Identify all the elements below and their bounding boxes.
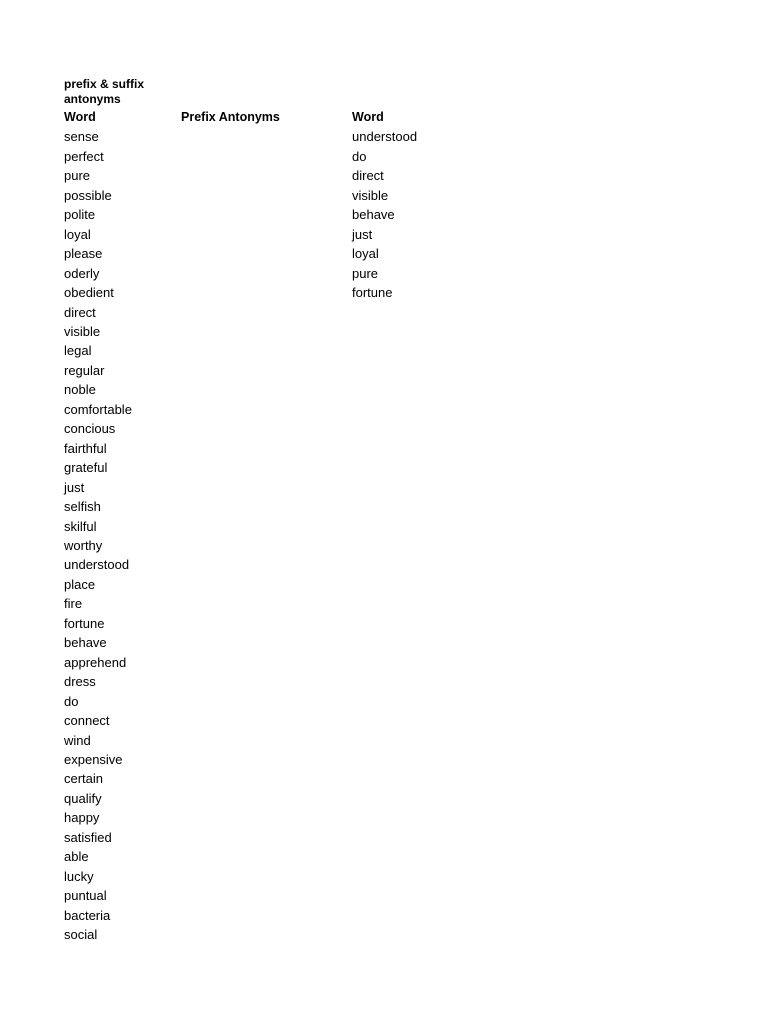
table-cell: fire [64, 596, 83, 612]
table-cell: worthy [64, 537, 103, 553]
table-cell: behave [64, 635, 107, 651]
table-cell: visible [64, 323, 101, 339]
table-cell: do [352, 148, 367, 164]
table-cell: qualify [64, 790, 102, 806]
column-header: Word [352, 110, 384, 124]
table-cell: direct [64, 304, 96, 320]
table-cell: selfish [64, 499, 101, 515]
table-cell: social [64, 927, 98, 943]
word-column [64, 108, 174, 944]
table-cell: loyal [352, 246, 379, 262]
table-cell: perfect [64, 148, 104, 164]
table-cell: lucky [64, 868, 94, 884]
table-cell: dress [64, 674, 96, 690]
table-cell: polite [64, 207, 96, 223]
prefix-antonyms-column [181, 108, 341, 127]
table-cell: bacteria [64, 907, 111, 923]
table-cell: behave [352, 207, 395, 223]
table-cell: able [64, 849, 89, 865]
table-cell: understood [352, 129, 418, 145]
table-cell: oderly [64, 265, 100, 281]
table-cell: visible [352, 187, 389, 203]
table-cell: certain [64, 771, 104, 787]
table-cell: happy [64, 810, 100, 826]
table-cell: grateful [64, 460, 108, 476]
table-cell: concious [64, 421, 116, 437]
table-cell: fortune [352, 285, 393, 301]
table-cell: noble [64, 382, 96, 398]
table-cell: place [64, 576, 96, 592]
table-cell: just [64, 479, 85, 495]
table-cell: do [64, 693, 79, 709]
table-cell: connect [64, 713, 110, 729]
table-cell: fairthful [64, 440, 107, 456]
table-cell: skilful [64, 518, 97, 534]
table-cell: just [352, 226, 373, 242]
column-header: Prefix Antonyms [181, 110, 280, 124]
table-cell: possible [64, 187, 112, 203]
table-cell: obedient [64, 285, 114, 301]
table-cell: pure [352, 265, 379, 281]
table-cell: comfortable [64, 401, 132, 417]
table-cell: apprehend [64, 654, 127, 670]
table-cell: pure [64, 168, 91, 184]
table-cell: understood [64, 557, 130, 573]
table-cell: regular [64, 362, 105, 378]
table-cell: sense [64, 129, 99, 145]
column-header: Word [64, 110, 96, 124]
table-cell: satisfied [64, 829, 112, 845]
document-title: prefix & suffix antonyms [64, 77, 145, 106]
table-cell: expensive [64, 751, 123, 767]
table-cell: direct [352, 168, 384, 184]
table-cell: legal [64, 343, 92, 359]
table-cell: wind [64, 732, 91, 748]
table-cell: fortune [64, 615, 105, 631]
table-cell: puntual [64, 888, 107, 904]
word-column-2 [352, 108, 492, 303]
table-cell: please [64, 246, 103, 262]
table-cell: loyal [64, 226, 91, 242]
